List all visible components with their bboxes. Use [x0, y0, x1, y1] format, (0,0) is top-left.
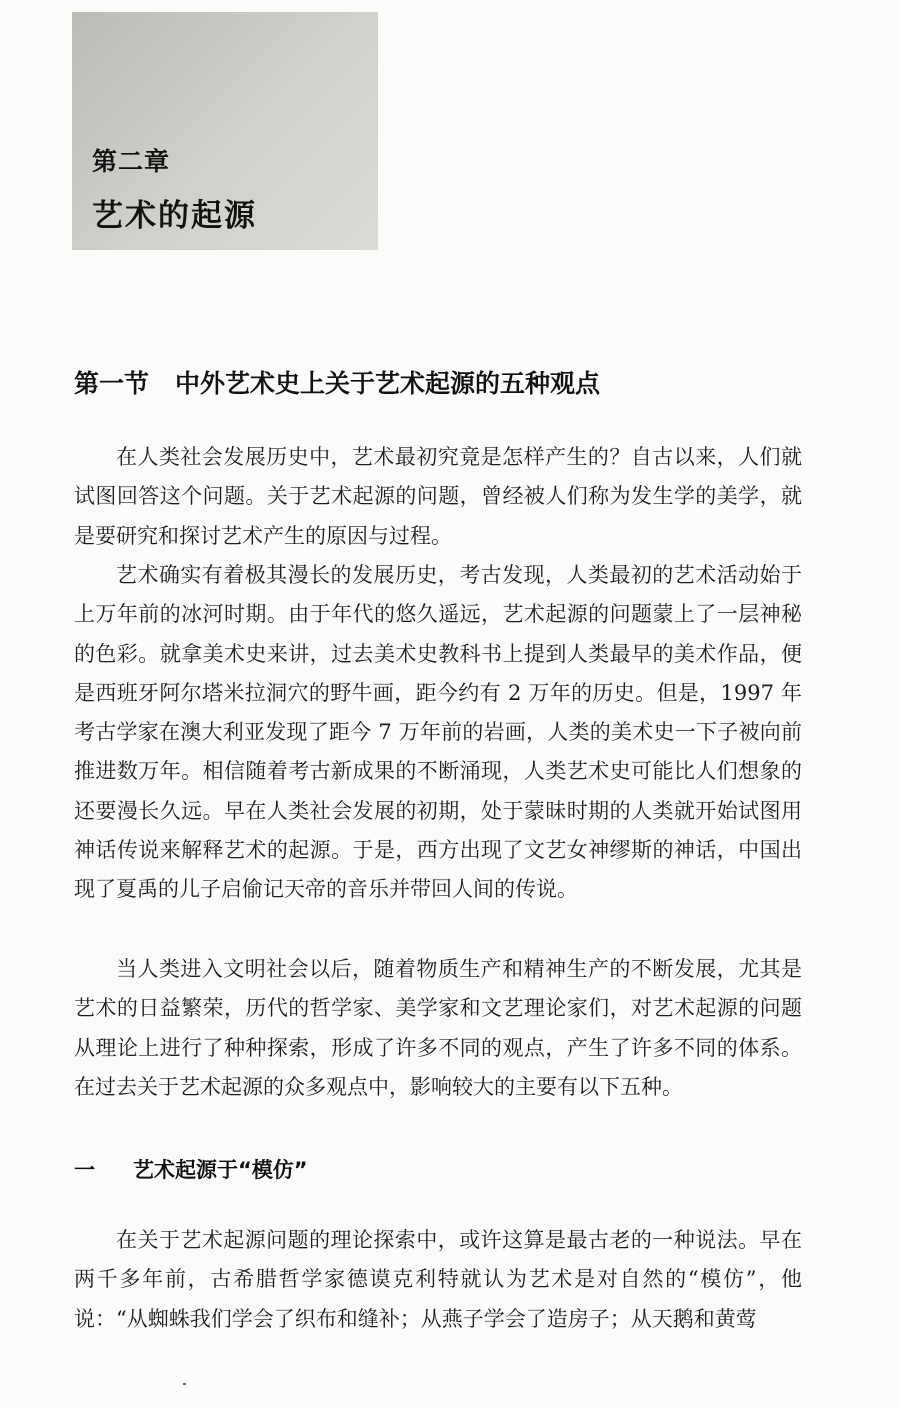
body-paragraph-1: 在人类社会发展历史中，艺术最初究竟是怎样产生的？自古以来，人们就试图回答这个问题。关于艺术起源的问题，曾经被人们称为发生学的美学，就是要研究和探讨艺术产生的原因与过程。 — [74, 445, 802, 548]
subsection-paragraph-1: 在关于艺术起源问题的理论探索中，或许这算是最古老的一种说法。早在两千多年前，古希腊哲学家德谟克利特就认为艺术是对自然的“模仿”，他说：“从蜘蛛我们学会了织布和缝补；从燕子学会了造房子；从天鹅和黄莺 — [74, 1228, 802, 1331]
scan-speck — [183, 1383, 186, 1385]
body-paragraph-2: 艺术确实有着极其漫长的发展历史，考古发现，人类最初的艺术活动始于上万年前的冰河时期。由于年代的悠久遥远，艺术起源的问题蒙上了一层神秘的色彩。就拿美术史来讲，过去美术史教科书上提到人类最早的美术作品，便是西班牙阿尔塔米拉洞穴的野牛画，距今约有 2 万年的历史。但是，1997 年考古学家在澳大利亚发现了距今 7 万年前的岩画，人类的美术史一下子被向前推进数万年。相信随着考古新成果的不断涌现，人类艺术史可能比人们想象的还要漫长久远。早在人类社会发展的初期，处于蒙昧时期的人类就开始试图用神话传说来解释艺术的起源。于是，西方出现了文艺女神缪斯的神话，中国出现了夏禹的儿子启偷记天帝的音乐并带回人间的传说。 — [74, 563, 802, 902]
section-number: 第一节 — [74, 369, 150, 398]
subsection-heading — [74, 1154, 308, 1184]
subsection-number: 一 — [74, 1158, 95, 1182]
chapter-title: 艺术的起源 — [92, 198, 257, 234]
chapter-number: 第二章 — [92, 147, 171, 176]
section-heading — [74, 364, 600, 400]
section-title: 中外艺术史上关于艺术起源的五种观点 — [175, 369, 601, 398]
chapter-header-box — [72, 12, 378, 250]
body-paragraph-3: 当人类进入文明社会以后，随着物质生产和精神生产的不断发展，尤其是艺术的日益繁荣，历代的哲学家、美学家和文艺理论家们，对艺术起源的问题从理论上进行了种种探索，形成了许多不同的观点，产生了许多不同的体系。在过去关于艺术起源的众多观点中，影响较大的主要有以下五种。 — [74, 957, 802, 1099]
subsection-title: 艺术起源于“模仿” — [133, 1158, 308, 1182]
